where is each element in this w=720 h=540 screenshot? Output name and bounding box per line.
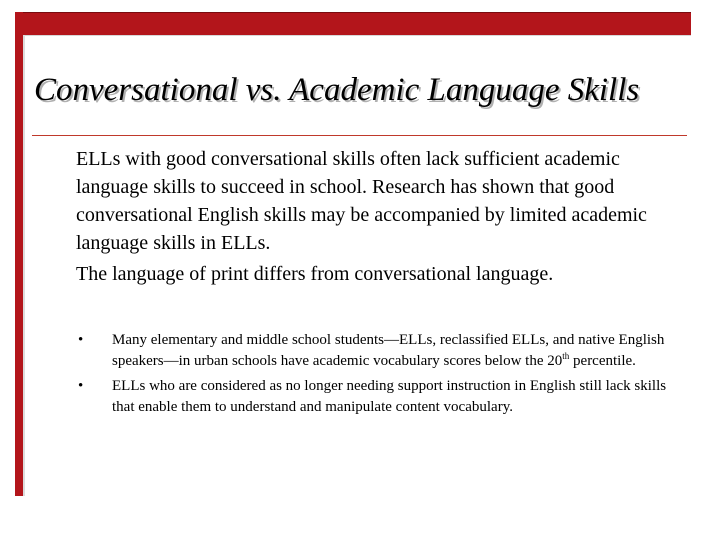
slide-title: Conversational vs. Academic Language Skills <box>34 72 640 108</box>
bullet-marker: • <box>78 332 84 348</box>
ordinal-suffix: th <box>562 350 570 361</box>
bullet-text: Many elementary and middle school students—ELLs, reclassified ELLs, and native English speakers—in urban schools have academic vocabulary scores below the 20 <box>112 332 665 369</box>
left-accent-bar <box>15 12 23 496</box>
paragraph-language-of-print: The language of print differs from conversational language. <box>76 263 554 285</box>
bullet-marker: • <box>78 378 84 394</box>
bullet-list <box>76 330 686 422</box>
bullet-item-reclassified-ells <box>76 376 686 417</box>
bullet-text: ELLs who are considered as no longer needing support instruction in English still lack skills that enable them to understand and manipulate content vocabulary. <box>112 378 667 415</box>
title-underline <box>32 135 687 136</box>
slide-body <box>76 145 686 291</box>
left-bar-shadow <box>23 35 25 496</box>
bullet-item-vocabulary-scores <box>76 330 686 371</box>
paragraph-conversational-skills: ELLs with good conversational skills often lack sufficient academic language skills to succeed in school. Research has shown that good conversational English skills may be accompanied by limited academic language skills in ELLs. <box>76 148 647 254</box>
bullet-text-end: percentile. <box>569 352 636 369</box>
top-accent-bar <box>15 12 691 36</box>
